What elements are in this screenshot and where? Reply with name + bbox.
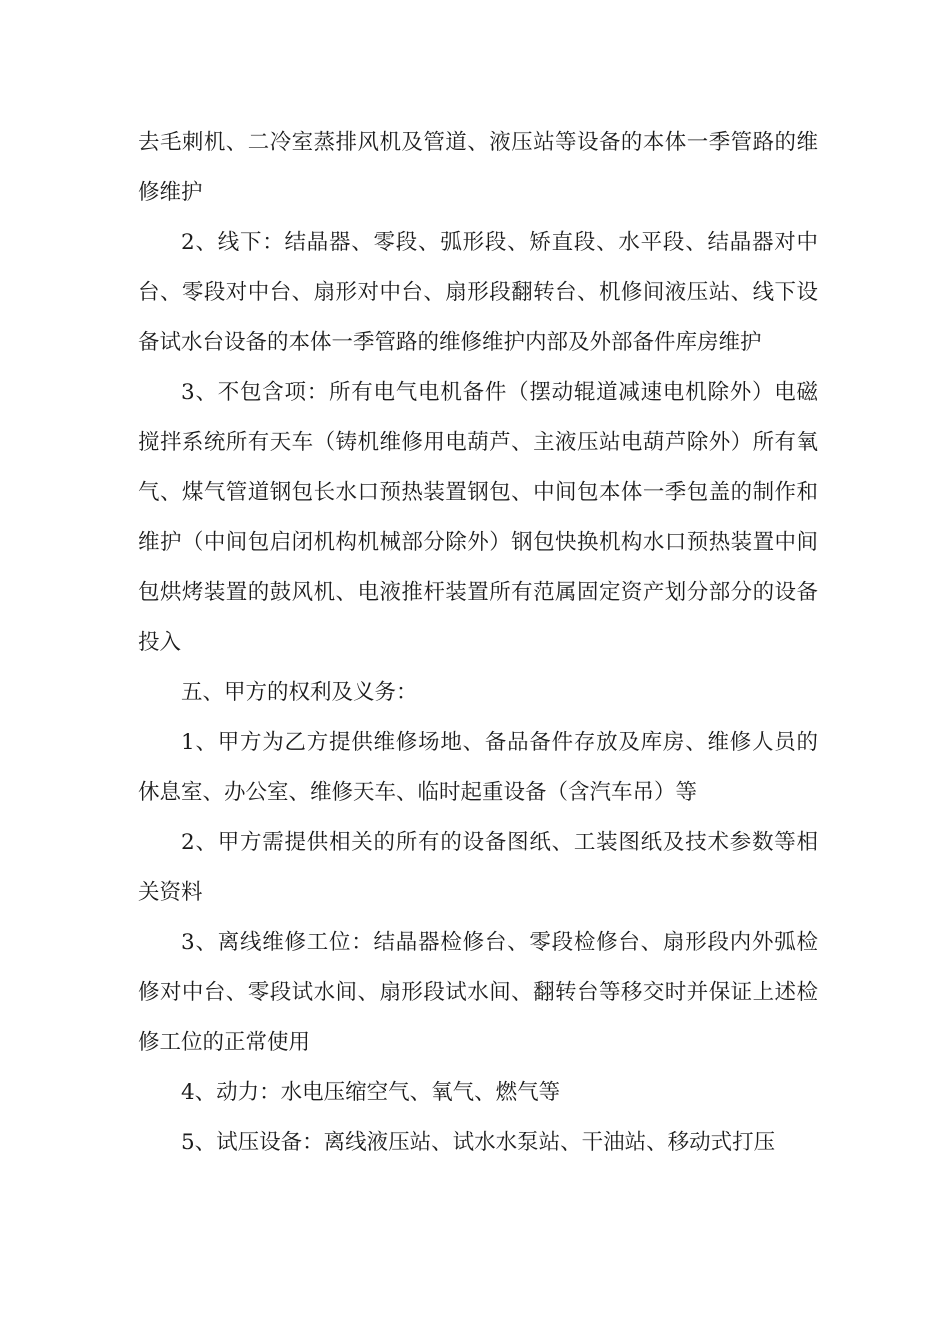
paragraph-maintenance-scope-continued: 去毛刺机、二冷室蒸排风机及管道、液压站等设备的本体一季管路的维修维护 [138,130,818,205]
paragraph-power-supply: 4、动力：水电压缩空气、氧气、燃气等 [181,1080,561,1105]
paragraph-offline-workstations: 3、离线维修工位：结晶器检修台、零段检修台、扇形段内外弧检修对中台、零段试水间、扇形段试水间、翻转台等移交时并保证上述检修工位的正常使用 [138,930,818,1055]
paragraph-party-a-provides-site: 1、甲方为乙方提供维修场地、备品备件存放及库房、维修人员的休息室、办公室、维修天车、临时起重设备（含汽车吊）等 [138,730,818,805]
document-body [138,118,818,1168]
paragraph-party-a-provides-drawings: 2、甲方需提供相关的所有的设备图纸、工装图纸及技术参数等相关资料 [138,830,818,905]
paragraph-pressure-test-equipment: 5、试压设备：离线液压站、试水水泵站、干油站、移动式打压 [181,1130,776,1155]
paragraph-exclusions: 3、不包含项：所有电气电机备件（摆动辊道减速电机除外）电磁搅拌系统所有天车（铸机维修用电葫芦、主液压站电葫芦除外）所有氧气、煤气管道钢包长水口预热装置钢包、中间包本体一季包盖的制作和维护（中间包启闭机构机械部分除外）钢包快换机构水口预热装置中间包烘烤装置的鼓风机、电液推杆装置所有范属固定资产划分部分的设备投入 [138,380,818,655]
section-heading-party-a-rights: 五、甲方的权利及义务： [181,680,418,705]
paragraph-offline-scope: 2、线下：结晶器、零段、弧形段、矫直段、水平段、结晶器对中台、零段对中台、扇形对中台、扇形段翻转台、机修间液压站、线下设备试水台设备的本体一季管路的维修维护内部及外部备件库房维护 [138,230,818,355]
